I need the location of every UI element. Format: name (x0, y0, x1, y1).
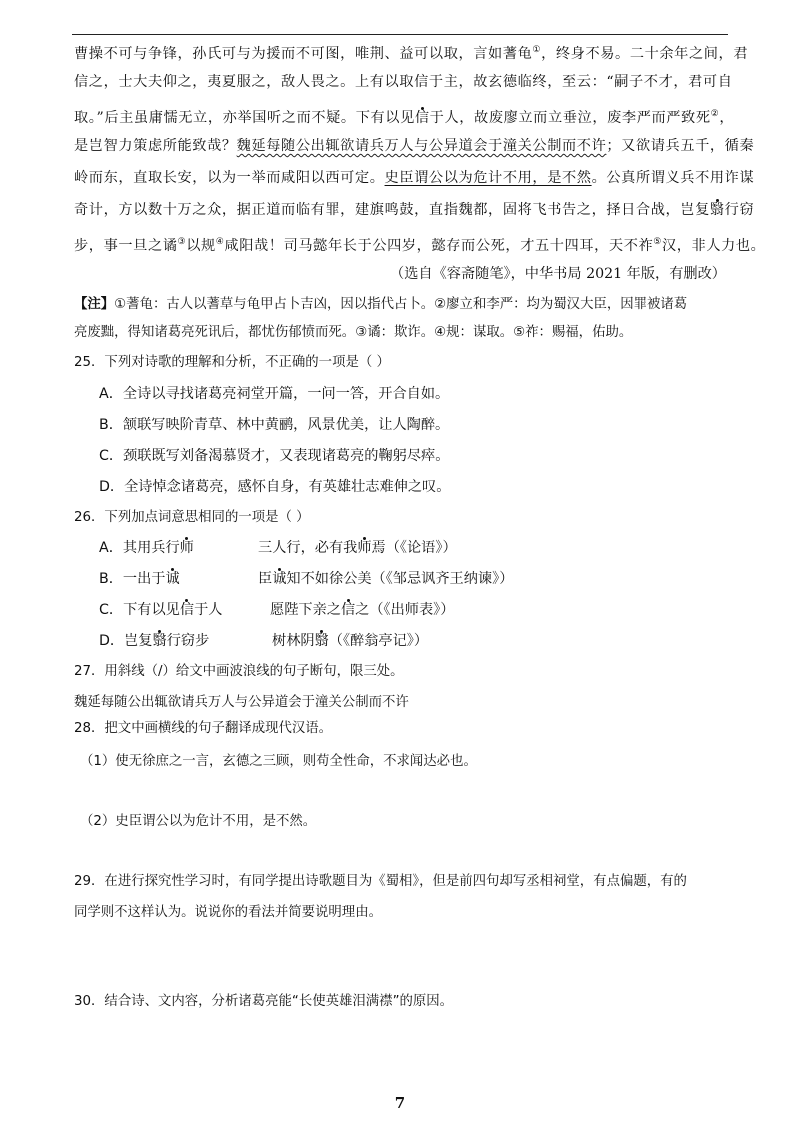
q26-option-d-left[interactable]: D．岂复翳行窃步 (99, 633, 210, 649)
passage-line-2: 信之，士大夫仰之，夷夏服之，敌人畏之。上有以取信于主，故玄德临终，至云：“嗣子不才，君可自 (74, 74, 733, 90)
q26-option-c-left[interactable]: C．下有以见信于人 (99, 602, 223, 618)
dotted-char: 信 (414, 110, 430, 126)
passage-line-1: 曹操不可与争锋，孙氏可与为援而不可图，唯荆、益可以取，言如蓍龟①，终身不易。二十余年之间，君 (74, 45, 749, 62)
q28-sentence-2: （2）史臣谓公以为危计不用，是不然。 (80, 814, 317, 829)
passage-line-7: 步，事一旦之谲③以规④咸阳哉！司马懿年长于公四岁，懿存而公死，才五十四耳，天不祚⑤汉，非人力也。 (74, 237, 766, 254)
q26-option-c-right: 愿陛下亲之信之（《出师表》） (270, 602, 455, 618)
q27-sentence: 魏延每随公出辄欲请兵万人与公异道会于潼关公制而不许 (74, 695, 409, 710)
q28-sentence-1: （1）使无徐庶之一言，玄德之三顾，则苟全性命，不求闻达必也。 (80, 754, 477, 769)
q25-stem: 25．下列对诗歌的理解和分析，不正确的一项是（ ） (74, 355, 390, 370)
note-line-1: 【注】①蓍龟：古人以蓍草与龟甲占卜吉凶，因以指代占卜。②廖立和李严：均为蜀汉大臣，因罪被诸葛 (74, 297, 688, 312)
q25-option-c[interactable]: C．颈联既写刘备渴慕贤才，又表现诸葛亮的鞠躬尽瘁。 (99, 448, 450, 464)
dotted-char: 翳 (709, 202, 725, 218)
q26-option-a-left[interactable]: A．其用兵行师 (99, 540, 194, 556)
q28-stem: 28．把文中画横线的句子翻译成现代汉语。 (74, 721, 333, 736)
wavy-underlined-sentence: 魏延每随公出辄欲请兵万人与公异道会于潼关公制而不许 (236, 138, 607, 154)
q25-option-a[interactable]: A．全诗以寻找诸葛亮祠堂开篇，一问一答，开合自如。 (99, 386, 450, 402)
q26-option-a-right: 三人行，必有我师焉（《论语》） (258, 540, 457, 556)
q27-stem: 27．用斜线（/）给文中画波浪线的句子断句，限三处。 (74, 664, 404, 679)
q26-option-b-right: 臣诚知不如徐公美（《邹忌讽齐王纳谏》） (258, 571, 514, 587)
passage-line-4: 是岂智力策虑所能致哉？魏延每随公出辄欲请兵万人与公异道会于潼关公制而不许；又欲请兵五千，循秦 (74, 138, 755, 154)
passage-line-6: 奇计，方以数十万之众，据正道而临有罪，建旗鸣鼓，直指魏都，固将飞书告之，择日合战，岂复翳行窃 (74, 202, 755, 218)
note-marker: ② (710, 109, 720, 119)
underlined-sentence: 史臣谓公以为危计不用，是不然 (384, 170, 592, 186)
note-line-2: 亮废黜，得知诸葛亮死讯后，都忧伤郁愤而死。③谲：欺诈。④规：谋取。⑤祚：赐福，佑助。 (74, 325, 633, 340)
q29-line-2: 同学则不这样认为。说说你的看法并简要说明理由。 (74, 905, 382, 920)
page-number: 7 (394, 1094, 406, 1112)
q26-option-b-left[interactable]: B．一出于诚 (99, 571, 180, 587)
note-marker: ① (532, 45, 542, 55)
passage-source: （选自《容斋随笔》，中华书局 2021 年版，有删改） (390, 266, 726, 282)
passage-line-5: 岭而东，直取长安，以为一举而咸阳以西可定。史臣谓公以为危计不用，是不然。公真所谓义兵不用诈谋 (74, 170, 755, 186)
q25-option-d[interactable]: D．全诗悼念诸葛亮，感怀自身，有英雄壮志难伸之叹。 (99, 479, 451, 495)
q25-option-b[interactable]: B．颔联写映阶青草、林中黄鹂，风景优美，让人陶醉。 (99, 417, 450, 433)
passage-line-3: 取。”后主虽庸懦无立，亦举国听之而不疑。下有以见信于人，故废廖立而立垂泣，废李严而严致死②， (74, 109, 735, 126)
q26-stem: 26．下列加点词意思相同的一项是（ ） (74, 510, 310, 525)
q26-option-d-right: 树林阴翳（《醉翁亭记》） (272, 633, 429, 649)
q30-stem: 30．结合诗、文内容，分析诸葛亮能“长使英雄泪满襟”的原因。 (74, 994, 454, 1009)
top-rule (72, 34, 728, 35)
q29-line-1: 29．在进行探究性学习时，有同学提出诗歌题目为《蜀相》，但是前四句却写丞相祠堂，有点偏题，有的 (74, 874, 687, 889)
